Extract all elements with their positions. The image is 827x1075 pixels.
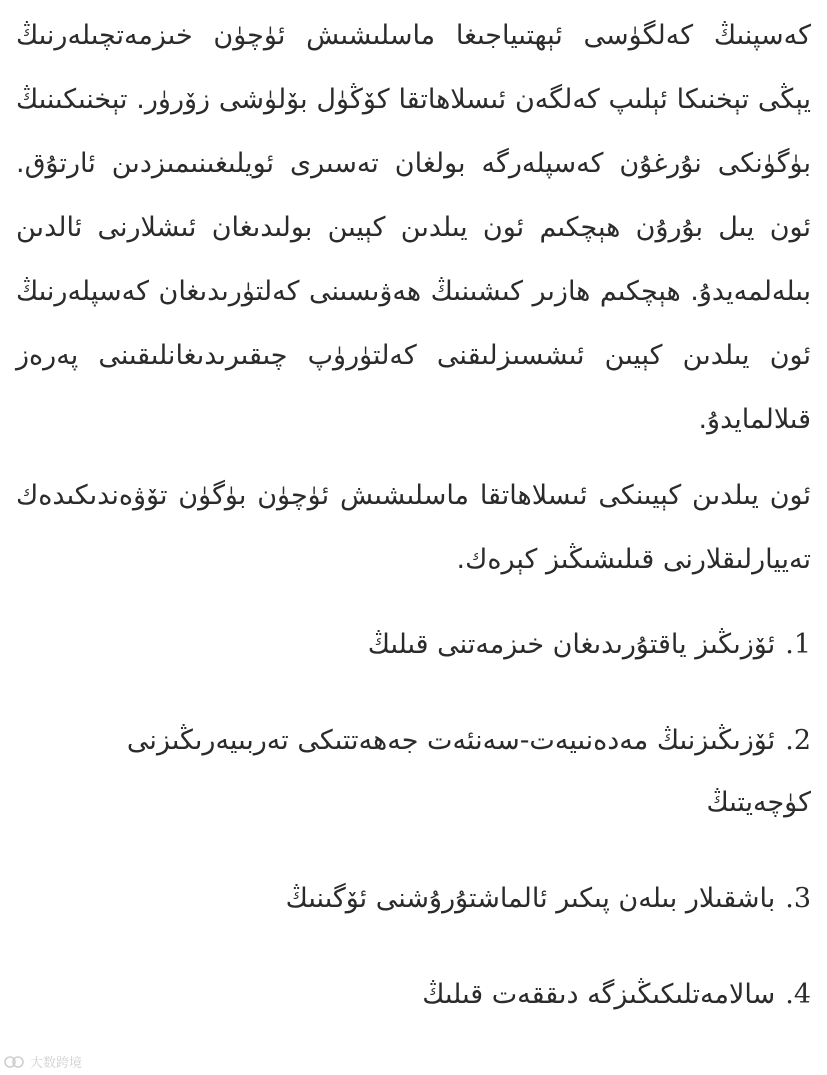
list-item-text: باشقىلار بىلەن پىكىر ئالماشتۇرۇشنى ئۆگىنىڭ [285,883,776,914]
tips-list [16,614,811,1026]
paragraph-intro: كەسپنىڭ كەلگۈسى ئېھتىياجىغا ماسلىشىش ئۈچۈن خىزمەتچىلەرنىڭ يېڭى تېخنىكا ئېلىپ كەلگەن ئىسلاھاتقا كۆڭۈل بۆلۈشى زۆرۈر. تېخنىكىنىڭ بۈگۈنكى نۇرغۇن كەسپلەرگە بولغان تەسىرى ئويلىغىنىمىزدىن ئارتۇق. ئون يىل بۇرۇن ھېچكىم ئون يىلدىن كېيىن بولىدىغان ئىشلارنى ئالدىن بىلەلمەيدۇ. ھېچكىم ھازىر كىشىنىڭ ھەۋىسىنى كەلتۈرىدىغان كەسپلەرنىڭ ئون يىلدىن كېيىن ئىشسىزلىقنى كەلتۈرۈپ چىقىرىدىغانلىقىنى پەرەز قىلالمايدۇ. [16,20,811,435]
paragraph-lead-in: ئون يىلدىن كېيىنكى ئىسلاھاتقا ماسلىشىش ئۈچۈن بۈگۈن تۆۋەندىكىدەك تەييارلىقلارنى قىلىشىڭىز كېرەك. [16,480,811,575]
list-item-text: ئۆزىڭىز ياقتۇرىدىغان خىزمەتنى قىلىڭ [367,629,776,660]
list-item [16,614,811,676]
list-item-number: 4. [785,979,811,1010]
list-item [16,964,811,1026]
watermark-text: 大数跨境 [30,1056,83,1071]
article-body [16,4,811,1060]
watermark-logo-icon [4,1054,26,1070]
list-item [16,710,811,834]
list-item [16,868,811,930]
list-item-number: 1. [785,629,811,660]
list-item-number: 3. [785,883,811,914]
list-item-text: سالامەتلىكىڭىزگە دىققەت قىلىڭ [422,979,776,1010]
list-item-number: 2. [785,725,811,756]
list-item-text: ئۆزىڭىزنىڭ مەدەنىيەت-سەنئەت جەھەتتىكى تەربىيەرىڭىزنى كۈچەيتىڭ [126,725,811,818]
watermark [4,1052,82,1071]
